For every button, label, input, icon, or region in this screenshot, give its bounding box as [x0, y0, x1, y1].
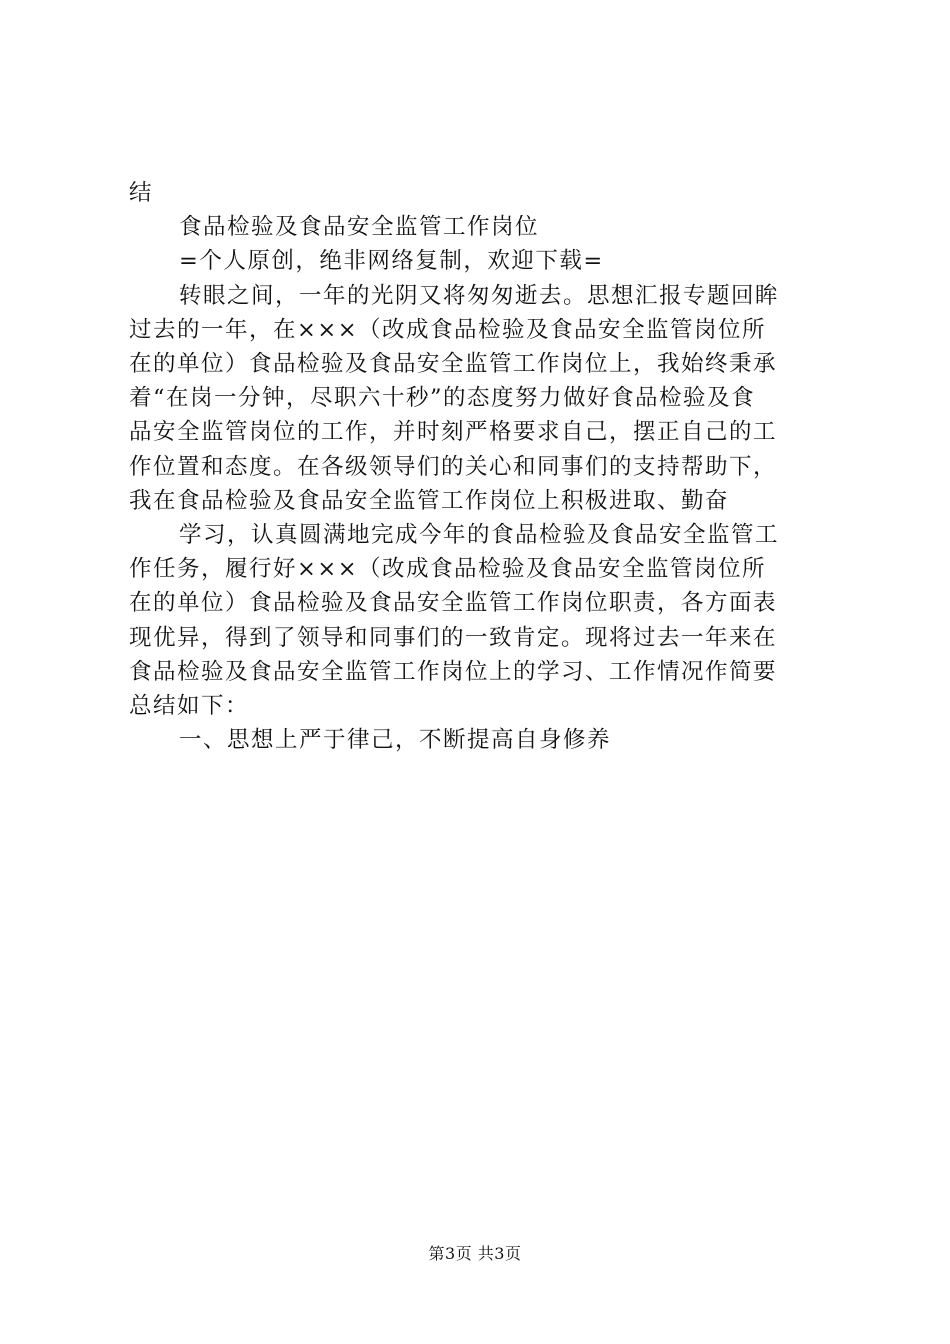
body-line: 作位置和态度。在各级领导们的关心和同事们的支持帮助下， [129, 453, 778, 480]
body-line: 结 [129, 180, 154, 206]
body-line: 现优异，得到了领导和同事们的一致肯定。现将过去一年来在 [129, 624, 778, 651]
body-line: 过去的一年，在×××（改成食品检验及食品安全监管岗位所 [129, 316, 767, 343]
body-line: 总结如下： [129, 693, 250, 720]
body-line: 一、思想上严于律己，不断提高自身修养 [179, 727, 612, 754]
body-line: 作任务，履行好×××（改成食品检验及食品安全监管岗位所 [129, 556, 767, 583]
body-line: 着“在岗一分钟，尽职六十秒”的态度努力做好食品检验及食 [129, 385, 756, 412]
body-line: 食品检验及食品安全监管工作岗位 [179, 214, 540, 241]
body-line: 转眼之间，一年的光阴又将匆匆逝去。思想汇报专题回眸 [179, 282, 780, 309]
body-line: 在的单位）食品检验及食品安全监管工作岗位上，我始终秉承 [129, 351, 778, 378]
body-line: 我在食品检验及食品安全监管工作岗位上积极进取、勤奋 [129, 487, 730, 514]
body-line: =个人原创，绝非网络复制，欢迎下载= [179, 248, 604, 275]
body-line: 在的单位）食品检验及食品安全监管工作岗位职责，各方面表 [129, 590, 778, 617]
document-body [129, 176, 831, 757]
body-line: 学习，认真圆满地完成今年的食品检验及食品安全监管工 [179, 522, 780, 549]
page-footer: 第3页 共3页 [428, 1244, 522, 1263]
body-line: 品安全监管岗位的工作，并时刻严格要求自己，摆正自己的工 [129, 419, 778, 446]
body-line: 食品检验及食品安全监管工作岗位上的学习、工作情况作简要 [129, 658, 778, 685]
